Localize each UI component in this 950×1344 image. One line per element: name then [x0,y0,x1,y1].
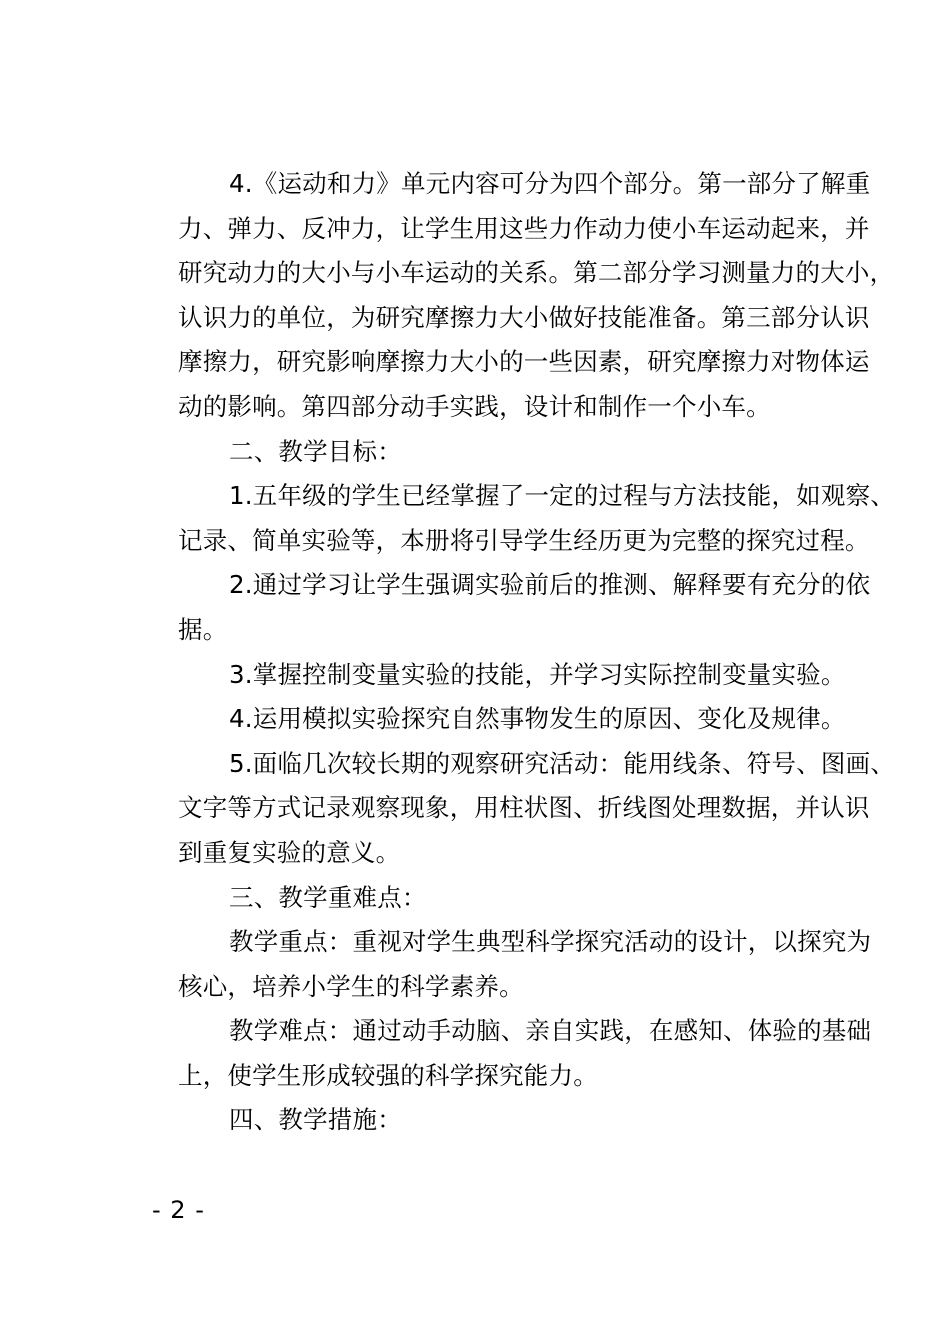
text-line: 核心，培养小学生的科学素养。 [178,971,524,1001]
text-line: 记录、简单实验等，本册将引导学生经历更为完整的探究过程。 [178,525,870,555]
section-heading-measures: 四、教学措施： [229,1105,402,1135]
text-line: 教学难点：通过动手动脑、亲自实践，在感知、体验的基础 [229,1016,872,1046]
text-line: 摩擦力，研究影响摩擦力大小的一些因素，研究摩擦力对物体运 [178,347,870,377]
text-line: 1.五年级的学生已经掌握了一定的过程与方法技能，如观察、 [229,481,895,511]
text-line: 3.掌握控制变量实验的技能，并学习实际控制变量实验。 [229,659,846,689]
text-line: 力、弹力、反冲力，让学生用这些力作动力使小车运动起来，并 [178,213,870,243]
text-line: 上，使学生形成较强的科学探究能力。 [178,1060,598,1090]
text-line: 5.面临几次较长期的观察研究活动：能用线条、符号、图画、 [229,748,895,778]
text-line: 认识力的单位，为研究摩擦力大小做好技能准备。第三部分认识 [178,302,870,332]
text-line: 据。 [178,614,228,644]
text-line: 研究动力的大小与小车运动的关系。第二部分学习测量力的大小， [178,258,895,288]
text-line: 4.运用模拟实验探究自然事物发生的原因、变化及规律。 [229,704,846,734]
document-body [127,162,895,1143]
section-heading-key-points: 三、教学重难点： [229,882,427,912]
section-heading-goals: 二、教学目标： [229,436,402,466]
text-line: 文字等方式记录观察现象，用柱状图、折线图处理数据，并认识 [178,793,870,823]
text-line: 动的影响。第四部分动手实践，设计和制作一个小车。 [178,391,771,421]
page-number: - 2 - [152,1196,205,1224]
text-line: 到重复实验的意义。 [178,837,401,867]
text-line: 4.《运动和力》单元内容可分为四个部分。第一部分了解重 [229,169,871,198]
text-line: 教学重点：重视对学生典型科学探究活动的设计，以探究为 [229,927,872,957]
text-line: 2.通过学习让学生强调实验前后的推测、解释要有充分的依 [229,570,871,600]
body-text [127,162,895,1143]
